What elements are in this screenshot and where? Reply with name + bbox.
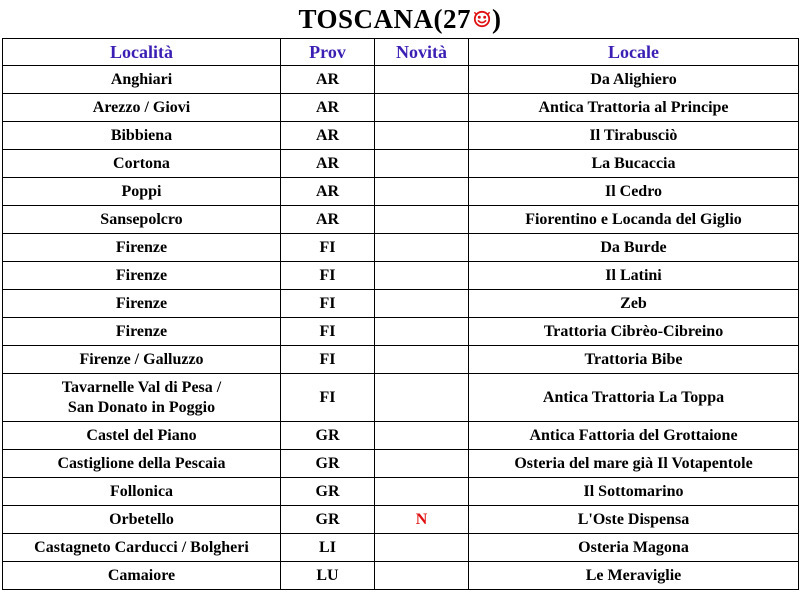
table-row: [3, 562, 799, 590]
cell-locale: Trattoria Cibrèo-Cibreino: [469, 318, 799, 346]
cell-novita: [375, 478, 469, 506]
cell-localita: Arezzo / Giovi: [3, 94, 281, 122]
cell-localita: Castagneto Carducci / Bolgheri: [3, 534, 281, 562]
cell-localita: Cortona: [3, 150, 281, 178]
cell-localita: Anghiari: [3, 66, 281, 94]
cell-novita: [375, 450, 469, 478]
cell-novita: [375, 122, 469, 150]
cell-prov: GR: [281, 450, 375, 478]
cell-prov: AR: [281, 66, 375, 94]
cell-localita: Poppi: [3, 178, 281, 206]
restaurant-count: (27: [433, 3, 472, 34]
cell-prov: AR: [281, 122, 375, 150]
bib-gourmand-icon: [473, 10, 491, 28]
cell-localita: Bibbiena: [3, 122, 281, 150]
cell-prov: FI: [281, 290, 375, 318]
header-novita: Novità: [375, 39, 469, 66]
cell-novita: [375, 178, 469, 206]
header-localita: Località: [3, 39, 281, 66]
cell-localita: Firenze: [3, 262, 281, 290]
cell-localita: Castiglione della Pescaia: [3, 450, 281, 478]
cell-prov: AR: [281, 178, 375, 206]
cell-locale: Osteria del mare già Il Votapentole: [469, 450, 799, 478]
cell-prov: FI: [281, 318, 375, 346]
table-row: [3, 290, 799, 318]
cell-prov: FI: [281, 374, 375, 422]
cell-novita: [375, 346, 469, 374]
cell-localita: Sansepolcro: [3, 206, 281, 234]
table-row: [3, 422, 799, 450]
table-row: [3, 478, 799, 506]
cell-localita: Firenze / Galluzzo: [3, 346, 281, 374]
cell-locale: Il Cedro: [469, 178, 799, 206]
cell-localita: Firenze: [3, 290, 281, 318]
cell-locale: L'Oste Dispensa: [469, 506, 799, 534]
cell-locale: Zeb: [469, 290, 799, 318]
table-row: [3, 178, 799, 206]
cell-locale: Da Alighiero: [469, 66, 799, 94]
cell-locale: La Bucaccia: [469, 150, 799, 178]
cell-novita: N: [375, 506, 469, 534]
cell-novita: [375, 290, 469, 318]
cell-localita: Castel del Piano: [3, 422, 281, 450]
cell-localita: [3, 374, 281, 422]
cell-prov: FI: [281, 234, 375, 262]
cell-prov: AR: [281, 150, 375, 178]
cell-locale: Le Meraviglie: [469, 562, 799, 590]
cell-novita: [375, 94, 469, 122]
table-row: [3, 346, 799, 374]
region-title: TOSCANA: [298, 3, 434, 34]
table-row: [3, 374, 799, 422]
cell-novita: [375, 234, 469, 262]
restaurants-table: [2, 38, 799, 590]
table-row: [3, 122, 799, 150]
cell-localita: Orbetello: [3, 506, 281, 534]
cell-locale: Il Latini: [469, 262, 799, 290]
cell-locale: Antica Trattoria al Principe: [469, 94, 799, 122]
cell-localita: Camaiore: [3, 562, 281, 590]
cell-localita-line2: San Donato in Poggio: [67, 398, 216, 416]
cell-locale: Il Tirabusciò: [469, 122, 799, 150]
cell-locale: Il Sottomarino: [469, 478, 799, 506]
cell-locale: Osteria Magona: [469, 534, 799, 562]
cell-prov: AR: [281, 206, 375, 234]
cell-locale: Antica Trattoria La Toppa: [469, 374, 799, 422]
title-close: ): [492, 3, 502, 34]
page-title: [0, 0, 800, 38]
table-row: [3, 94, 799, 122]
table-row: [3, 206, 799, 234]
cell-locale: Antica Fattoria del Grottaione: [469, 422, 799, 450]
restaurants-table-wrapper: [2, 38, 798, 590]
table-row: [3, 66, 799, 94]
cell-novita: [375, 66, 469, 94]
cell-localita-line1: Tavarnelle Val di Pesa /: [61, 378, 222, 396]
cell-prov: FI: [281, 346, 375, 374]
cell-prov: GR: [281, 506, 375, 534]
table-row: [3, 450, 799, 478]
cell-novita: [375, 262, 469, 290]
cell-localita: Firenze: [3, 234, 281, 262]
cell-prov: LI: [281, 534, 375, 562]
cell-novita: [375, 374, 469, 422]
table-row: [3, 318, 799, 346]
cell-prov: FI: [281, 262, 375, 290]
table-header-row: [3, 39, 799, 66]
table-row: [3, 506, 799, 534]
cell-novita: [375, 150, 469, 178]
header-prov: Prov: [281, 39, 375, 66]
header-locale: Locale: [469, 39, 799, 66]
cell-novita: [375, 422, 469, 450]
cell-locale: Da Burde: [469, 234, 799, 262]
cell-novita: [375, 318, 469, 346]
cell-localita: Firenze: [3, 318, 281, 346]
table-row: [3, 150, 799, 178]
cell-locale: Fiorentino e Locanda del Giglio: [469, 206, 799, 234]
table-row: [3, 534, 799, 562]
table-row: [3, 234, 799, 262]
table-row: [3, 262, 799, 290]
cell-novita: [375, 534, 469, 562]
cell-locale: Trattoria Bibe: [469, 346, 799, 374]
cell-novita: [375, 562, 469, 590]
cell-prov: AR: [281, 94, 375, 122]
cell-prov: LU: [281, 562, 375, 590]
cell-prov: GR: [281, 478, 375, 506]
cell-novita: [375, 206, 469, 234]
cell-prov: GR: [281, 422, 375, 450]
cell-localita: Follonica: [3, 478, 281, 506]
